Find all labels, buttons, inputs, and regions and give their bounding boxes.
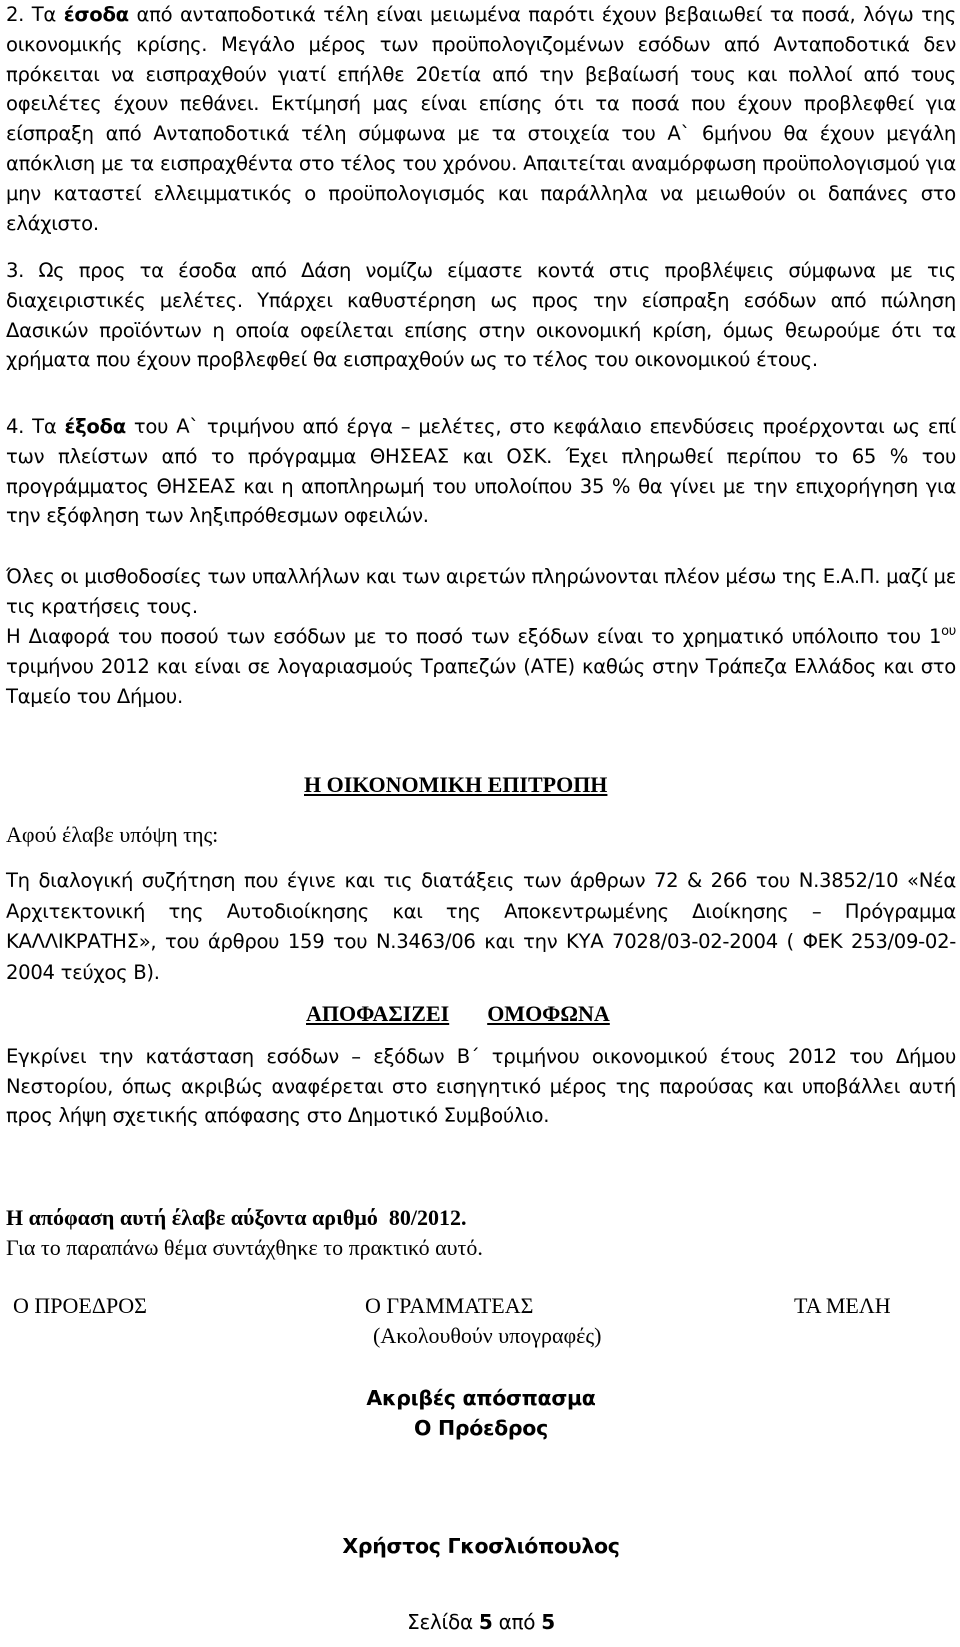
paragraph-number: 2. Τα [6, 3, 64, 26]
paragraph-legal-basis: Τη διαλογική συζήτηση που έγινε και τις διατάξεις των άρθρων 72 & 266 του Ν.3852/10 «Νέα Αρχιτεκτονική της Αυτοδιοίκησης και της Αποκεντρωμένης Διοίκησης – Πρόγραμμα ΚΑΛΛΙΚΡΑΤΗΣ», του άρθρου 159 του Ν.3463/06 και την ΚΥΑ 7028/03-02-2004 ( ΦΕΚ 253/09-02-2004 τεύχος Β). [6, 869, 956, 984]
signature-members: ΤΑ ΜΕΛΗ [794, 1293, 891, 1318]
paragraph-number: 4. Τα [6, 415, 65, 438]
bold-term-expenses: έξοδα [64, 415, 126, 438]
page-number: 5 [478, 1610, 493, 1634]
signature-president: Ο ΠΡΟΕΔΡΟΣ [13, 1293, 147, 1318]
balance-text-end: τριμήνου 2012 και είναι σε λογαριασμούς Τραπεζών (ΑΤΕ) καθώς στην Τράπεζα Ελλάδος και στο Ταμείο του Δήμου. [6, 654, 956, 708]
paragraph-text: του Α` τριμήνου από έργα – μελέτες, στο κεφάλαιο επενδύσεις προέρχονται ως επί των πλείστων από το πρόγραμμα ΘΗΣΕΑΣ και ΟΣΚ. Έχει πληρωθεί περίπου το 65 % του προγράμματος ΘΗΣΕΑΣ και η αποπληρωμή του υπολοίπου 35 % θα γίνει με την επιχορήγηση για την εξόφληση των ληξιπρόθεσμων οφειλών. [6, 415, 956, 528]
decision-number: Η απόφαση αυτή έλαβε αύξοντα αριθμό 80/2012. [6, 1205, 467, 1230]
bold-term-revenues: έσοδα [63, 3, 129, 26]
committee-title: Η ΟΙΚΟΝΟΜΙΚΗ ΕΠΙΤΡΟΠΗ [304, 772, 608, 797]
paragraph-approval: Εγκρίνει την κατάσταση εσόδων – εξόδων Β΄ τριμήνου οικονομικού έτους 2012 του Δήμου Νεστορίου, όπως ακριβώς αναφέρεται στο εισηγητικό μέρος της παρούσας και υποβάλλει αυτή προς λήψη σχετικής απόφασης στο Δημοτικό Συμβούλιο. [6, 1045, 956, 1128]
page-label: Σελίδα [407, 1610, 479, 1634]
page-of-label: από [492, 1610, 542, 1634]
paragraph-revenues-fees [6, 0, 956, 238]
signatures-follow: (Ακολουθούν υπογραφές) [373, 1323, 602, 1348]
balance-text-start: Η Διαφορά του ποσού των εσόδων με το ποσό των εξόδων είναι το χρηματικό υπόλοιπο του 1 [6, 625, 942, 648]
considering-label: Αφού έλαβε υπόψη της: [6, 822, 219, 847]
ordinal-suffix: ου [941, 624, 956, 639]
president-name: Χρήστος Γκοσλιόπουλος [342, 1534, 620, 1558]
paragraph-text: από ανταποδοτικά τέλη είναι μειωμένα παρότι έχουν βεβαιωθεί τα ποσά, λόγω της οικονομικής κρίσης. Μεγάλο μέρος των προϋπολογιζομένων εσόδων από Ανταποδοτικά δεν πρόκειται να εισπραχθούν γιατί επήλθε 20ετία από την βεβαίωσή τους και πολλοί από τους οφειλέτες έχουν πεθάνει. Εκτίμησή μας είναι επίσης ότι τα ποσά που έχουν προβλεφθεί για είσπραξη από Ανταποδοτικά τέλη σύμφωνα με τα στοιχεία του Α` 6μήνου θα έχουν μεγάλη απόκλιση με τα εισπραχθέντα στο τέλος του χρόνου. Απαιτείται αναμόρφωση προϋπολογισμού για μην καταστεί ελλειμματικός ο προϋπολογισμός και παράλληλα να μειωθούν οι δαπάνες στο ελάχιστο. [6, 3, 956, 235]
paragraph-payroll: Όλες οι μισθοδοσίες των υπαλλήλων και των αιρετών πληρώνονται πλέον μέσω της Ε.Α.Π. μαζί με τις κρατήσεις τους. [6, 565, 956, 618]
unanimous-label: ΟΜΟΦΩΝΑ [487, 1001, 610, 1026]
president-title: Ο Πρόεδρος [414, 1416, 548, 1440]
signature-secretary: Ο ΓΡΑΜΜΑΤΕΑΣ [365, 1293, 534, 1318]
extract-label: Ακριβές απόσπασμα [366, 1386, 596, 1410]
decides-label: ΑΠΟΦΑΣΙΖΕΙ [306, 1001, 450, 1026]
paragraph-balance [6, 622, 956, 711]
minutes-note: Για το παραπάνω θέμα συντάχθηκε το πρακτικό αυτό. [6, 1235, 483, 1260]
page-footer [6, 1610, 956, 1634]
paragraph-expenses [6, 412, 956, 531]
decision-heading [306, 1001, 610, 1027]
paragraph-forest-revenues: 3. Ως προς τα έσοδα από Δάση νομίζω είμαστε κοντά στις προβλέψεις σύμφωνα με τις διαχειριστικές μελέτες. Υπάρχει καθυστέρηση ως προς την είσπραξη εσόδων από πώληση Δασικών προϊόντων η οποία οφείλεται επίσης στην οικονομική κρίση, όμως θεωρούμε ότι τα χρήματα που έχουν προβλεφθεί θα εισπραχθούν ως το τέλος του οικονομικού έτους. [6, 259, 956, 372]
page-total: 5 [541, 1610, 555, 1634]
